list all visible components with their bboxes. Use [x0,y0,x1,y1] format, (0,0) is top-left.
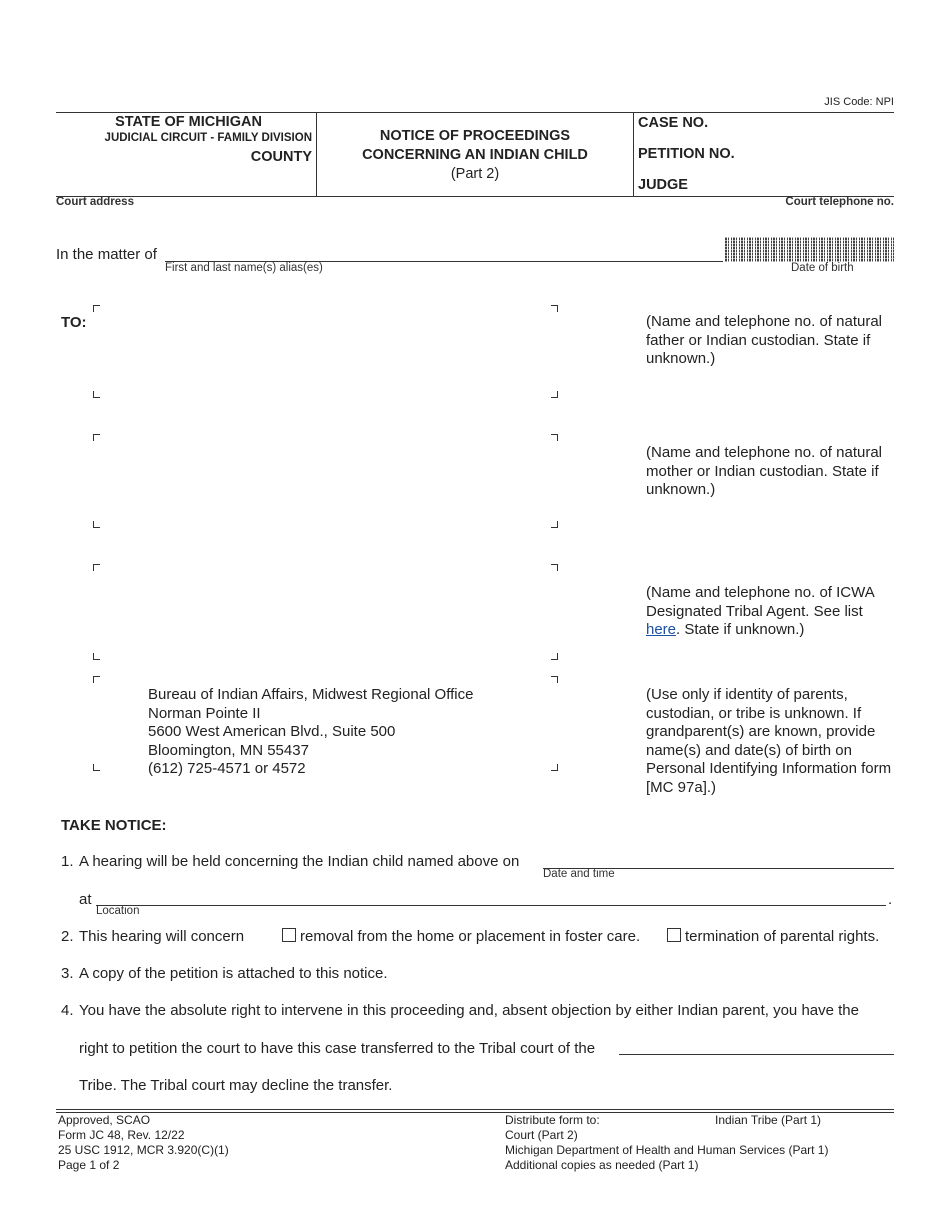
distribute-label: Distribute form to: [505,1113,600,1127]
corner-mark [93,391,100,398]
date-caption: Date and time [543,868,615,880]
mother-note: (Name and telephone no. of natural mother or Indian custodian. State if unknown.) [646,444,882,498]
distribute-tribe: Indian Tribe (Part 1) [715,1113,822,1127]
item-4-line-2: right to petition the court to have this case transferred to the Tribal court of the [79,1040,596,1057]
distribute-court: Court (Part 2) [505,1128,578,1142]
removal-checkbox[interactable] [282,928,296,942]
state-label: STATE OF MICHIGAN [115,114,262,130]
bia-line-2: Norman Pointe II [148,704,261,722]
bia-note: (Use only if identity of parents, custodian, or tribe is unknown. If grandparent(s) are known, provide name(s) and date(s) of birth on Personal Identifying Information form [MC 97a].) [646,686,892,796]
corner-mark [93,305,100,312]
corner-mark [93,653,100,660]
corner-mark [93,521,100,528]
court-telephone-label: Court telephone no. [785,196,894,208]
corner-mark [551,521,558,528]
footer-rule-1 [56,1109,894,1110]
to-label: TO: [61,314,87,331]
termination-checkbox[interactable] [667,928,681,942]
item-1-text: A hearing will be held concerning the Indian child named above on [79,853,520,870]
tribal-note-end: . State if unknown.) [676,621,805,638]
item-1-number: 1. [61,853,74,870]
header-top-rule [56,112,894,113]
bia-line-1: Bureau of Indian Affairs, Midwest Regional Office [148,686,474,703]
corner-mark [551,653,558,660]
approved-text: Approved, SCAO [58,1113,151,1127]
corner-mark [551,764,558,771]
statute-text: 25 USC 1912, MCR 3.920(C)(1) [58,1143,229,1157]
termination-label: termination of parental rights. [685,928,880,945]
item-4-line-3: Tribe. The Tribal court may decline the transfer. [79,1077,393,1094]
corner-mark [551,676,558,683]
removal-option[interactable] [282,928,640,945]
corner-mark [93,434,100,441]
bia-line-3: 5600 West American Blvd., Suite 500 [148,723,396,740]
title-line-3: (Part 2) [450,166,500,182]
corner-mark [551,391,558,398]
item-1-at: at [79,891,92,908]
header-divider-right [633,112,634,196]
item-3-text: A copy of the petition is attached to this notice. [79,965,388,982]
page-number: Page 1 of 2 [58,1158,120,1172]
corner-mark [551,434,558,441]
circuit-label: JUDICIAL CIRCUIT - FAMILY DIVISION [104,132,312,144]
distribute-copies: Additional copies as needed (Part 1) [505,1158,699,1172]
form-number: Form JC 48, Rev. 12/22 [58,1128,185,1142]
item-2-number: 2. [61,928,74,945]
matter-label: In the matter of [56,246,157,263]
child-name-field[interactable] [165,243,723,262]
tribal-agent-address-field[interactable] [93,564,558,660]
location-caption: Location [96,905,140,917]
item-1-period: . [888,891,893,908]
judge-label: JUDGE [638,177,688,193]
distribute-mdhhs: Michigan Department of Health and Human Services (Part 1) [505,1143,829,1157]
court-address-label: Court address [56,196,134,208]
item-3-number: 3. [61,965,74,982]
corner-mark [93,764,100,771]
case-no-label: CASE NO. [638,115,709,131]
father-address-field[interactable] [93,305,558,398]
corner-mark [93,676,100,683]
corner-mark [93,564,100,571]
item-4-number: 4. [61,1002,74,1019]
title-line-2: CONCERNING AN INDIAN CHILD [362,147,588,163]
petition-no-label: PETITION NO. [638,146,735,162]
corner-mark [551,564,558,571]
hearing-date-field[interactable] [543,850,894,869]
header-bottom-rule [56,196,894,197]
footer-left [58,1113,229,1173]
tribe-name-field[interactable] [619,1036,894,1055]
bia-line-4: Bloomington, MN 55437 [148,741,309,759]
removal-label: removal from the home or placement in foster care. [300,928,641,945]
take-notice-heading: TAKE NOTICE: [61,817,167,834]
dob-caption: Date of birth [791,262,854,274]
tribal-note-start: (Name and telephone no. of ICWA Designated Tribal Agent. See list [646,584,874,620]
jis-code: JIS Code: NPI [824,96,894,108]
county-label: COUNTY [250,149,312,165]
bia-line-5: (612) 725-4571 or 4572 [148,760,306,777]
corner-mark [551,305,558,312]
tribal-note [646,584,898,640]
item-2-text: This hearing will concern [79,928,245,945]
title-line-1: NOTICE OF PROCEEDINGS [379,128,571,144]
tribal-list-link[interactable]: here [646,621,677,638]
hearing-location-field[interactable] [96,887,886,906]
termination-option[interactable] [667,928,879,945]
name-caption: First and last name(s) alias(es) [165,262,323,274]
bia-address [148,686,473,779]
item-4-line-1: You have the absolute right to intervene in this proceeding and, absent objection by either Indian parent, you have the [79,1002,859,1019]
form-title [317,127,633,184]
father-note: (Name and telephone no. of natural father or Indian custodian. State if unknown.) [646,313,882,367]
barcode-image [725,237,894,262]
mother-address-field[interactable] [93,434,558,528]
